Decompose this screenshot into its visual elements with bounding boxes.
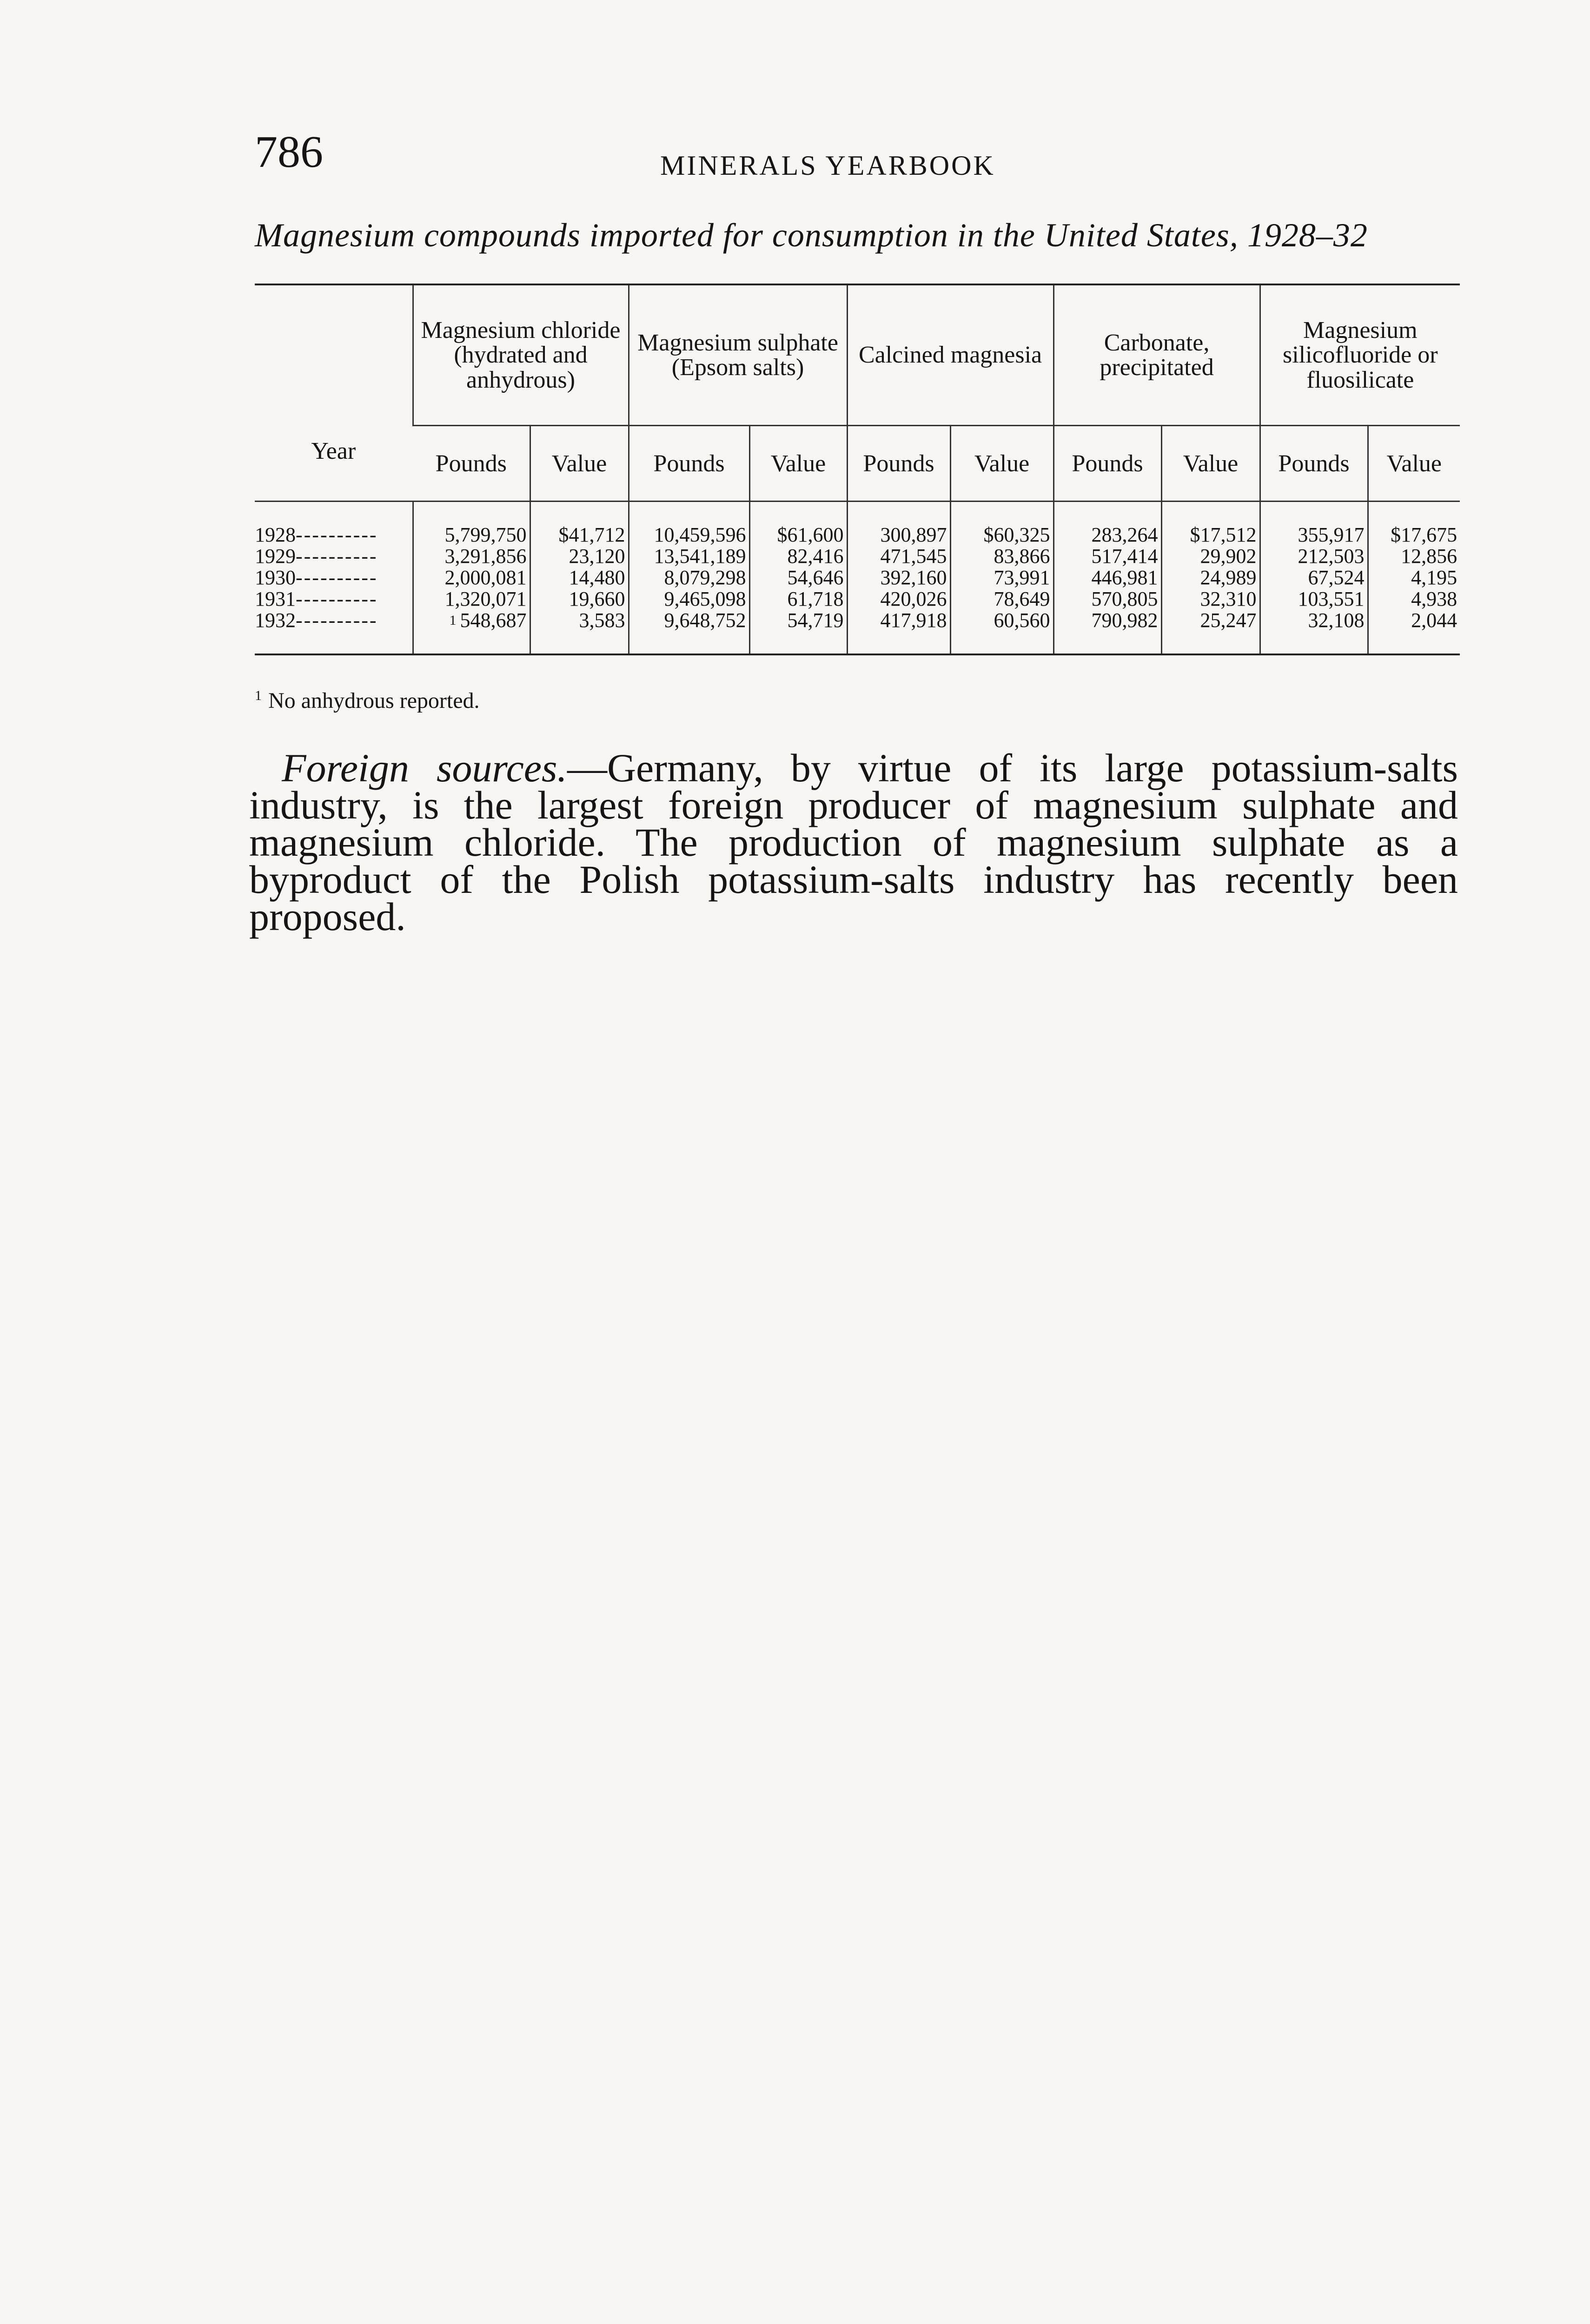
subheader-pounds: Pounds — [629, 426, 749, 502]
subheader-value: Value — [530, 426, 629, 502]
year-label: 1928 — [255, 523, 296, 546]
subheader-pounds: Pounds — [1053, 426, 1161, 502]
dot-leader: ---------- — [296, 523, 378, 546]
table-bottom-rule — [255, 654, 1460, 657]
pounds-cell: 9,465,098 — [629, 588, 749, 610]
pounds-cell: 67,524 — [1260, 567, 1368, 588]
pounds-cell: 8,079,298 — [629, 567, 749, 588]
value-cell: 23,120 — [530, 546, 629, 567]
pounds-cell: 1,320,071 — [413, 588, 530, 610]
group-header-carbonate-precipitated: Carbonate, precipitated — [1053, 284, 1260, 426]
value-cell: 54,719 — [749, 610, 847, 654]
table-row — [255, 588, 1460, 610]
value-cell: 60,560 — [950, 610, 1053, 654]
pounds-cell: 420,026 — [847, 588, 950, 610]
subheader-value: Value — [1368, 426, 1460, 502]
subheader-value: Value — [950, 426, 1053, 502]
paragraph-text: —Germany, by virtue of its large potassium-salts industry, is the largest foreign producer of magnesium sulphate and magnesium chloride. The production of magnesium sulphate as a byproduct of the Polish potassium-salts industry has recently been proposed. — [249, 746, 1458, 939]
group-header-magnesium-silicofluoride: Magnesium silicofluoride or fluosilicate — [1260, 284, 1460, 426]
pounds-cell: 5,799,750 — [413, 524, 530, 546]
imports-table — [255, 284, 1460, 657]
value-cell: 82,416 — [749, 546, 847, 567]
subheader-pounds: Pounds — [1260, 426, 1368, 502]
page-number: 786 — [255, 127, 323, 177]
table-footnote — [255, 689, 480, 712]
group-header-magnesium-sulphate: Magnesium sulphate (Epsom salts) — [629, 284, 847, 426]
dot-leader: ---------- — [296, 545, 378, 568]
pounds-cell — [413, 610, 530, 654]
table-row — [255, 610, 1460, 654]
value-cell: 78,649 — [950, 588, 1053, 610]
year-cell — [255, 567, 413, 588]
value-cell: 2,044 — [1368, 610, 1460, 654]
value-cell: 83,866 — [950, 546, 1053, 567]
imports-table-container — [255, 284, 1460, 657]
year-cell — [255, 610, 413, 654]
pounds-cell: 392,160 — [847, 567, 950, 588]
pounds-cell: 32,108 — [1260, 610, 1368, 654]
year-label: 1930 — [255, 566, 296, 589]
pounds-cell: 417,918 — [847, 610, 950, 654]
group-header-row — [255, 284, 1460, 426]
year-cell — [255, 588, 413, 610]
pounds-cell: 9,648,752 — [629, 610, 749, 654]
body-paragraph — [249, 746, 1458, 939]
value-cell: $17,675 — [1368, 524, 1460, 546]
pounds-value: 548,687 — [460, 609, 527, 632]
pounds-cell: 471,545 — [847, 546, 950, 567]
value-cell: $17,512 — [1161, 524, 1260, 546]
footnote-marker: 1 — [449, 613, 457, 628]
paragraph-lead-in: Foreign sources. — [282, 746, 567, 790]
pounds-cell: 300,897 — [847, 524, 950, 546]
pounds-cell: 10,459,596 — [629, 524, 749, 546]
value-cell: 29,902 — [1161, 546, 1260, 567]
value-cell: $41,712 — [530, 524, 629, 546]
table-row — [255, 546, 1460, 567]
value-cell: 19,660 — [530, 588, 629, 610]
value-cell: $61,600 — [749, 524, 847, 546]
pounds-cell: 355,917 — [1260, 524, 1368, 546]
value-cell: 14,480 — [530, 567, 629, 588]
year-cell — [255, 524, 413, 546]
pounds-cell: 3,291,856 — [413, 546, 530, 567]
subheader-pounds: Pounds — [847, 426, 950, 502]
value-cell: 3,583 — [530, 610, 629, 654]
subheader-value: Value — [1161, 426, 1260, 502]
group-header-magnesium-chloride: Magnesium chloride (hydrated and anhydrous) — [413, 284, 629, 426]
pounds-cell: 13,541,189 — [629, 546, 749, 567]
value-cell: 4,938 — [1368, 588, 1460, 610]
value-cell: 73,991 — [950, 567, 1053, 588]
table-row — [255, 567, 1460, 588]
value-cell: 12,856 — [1368, 546, 1460, 567]
value-cell: $60,325 — [950, 524, 1053, 546]
pounds-cell: 2,000,081 — [413, 567, 530, 588]
table-row — [255, 524, 1460, 546]
year-label: 1929 — [255, 545, 296, 568]
pounds-cell: 283,264 — [1053, 524, 1161, 546]
value-cell: 32,310 — [1161, 588, 1260, 610]
year-label: 1931 — [255, 588, 296, 610]
subheader-value: Value — [749, 426, 847, 502]
dot-leader: ---------- — [296, 566, 378, 589]
pounds-cell: 212,503 — [1260, 546, 1368, 567]
pounds-cell: 446,981 — [1053, 567, 1161, 588]
value-cell: 4,195 — [1368, 567, 1460, 588]
value-cell: 61,718 — [749, 588, 847, 610]
pounds-cell: 790,982 — [1053, 610, 1161, 654]
pounds-cell: 570,805 — [1053, 588, 1161, 610]
pounds-cell: 103,551 — [1260, 588, 1368, 610]
year-column-header: Year — [255, 284, 413, 502]
year-cell — [255, 546, 413, 567]
value-cell: 24,989 — [1161, 567, 1260, 588]
dot-leader: ---------- — [296, 609, 378, 632]
group-header-calcined-magnesia: Calcined magnesia — [847, 284, 1053, 426]
subheader-row — [255, 426, 1460, 502]
value-cell: 54,646 — [749, 567, 847, 588]
running-head: MINERALS YEARBOOK — [660, 150, 995, 181]
subheader-pounds: Pounds — [413, 426, 530, 502]
dot-leader: ---------- — [296, 588, 378, 610]
table-title: Magnesium compounds imported for consumption in the United States, 1928–32 — [255, 217, 1368, 254]
footnote-mark: 1 — [255, 688, 262, 703]
year-label: 1932 — [255, 609, 296, 632]
value-cell: 25,247 — [1161, 610, 1260, 654]
table-spacer-row — [255, 502, 1460, 525]
pounds-cell: 517,414 — [1053, 546, 1161, 567]
footnote-text: No anhydrous reported. — [268, 688, 480, 713]
